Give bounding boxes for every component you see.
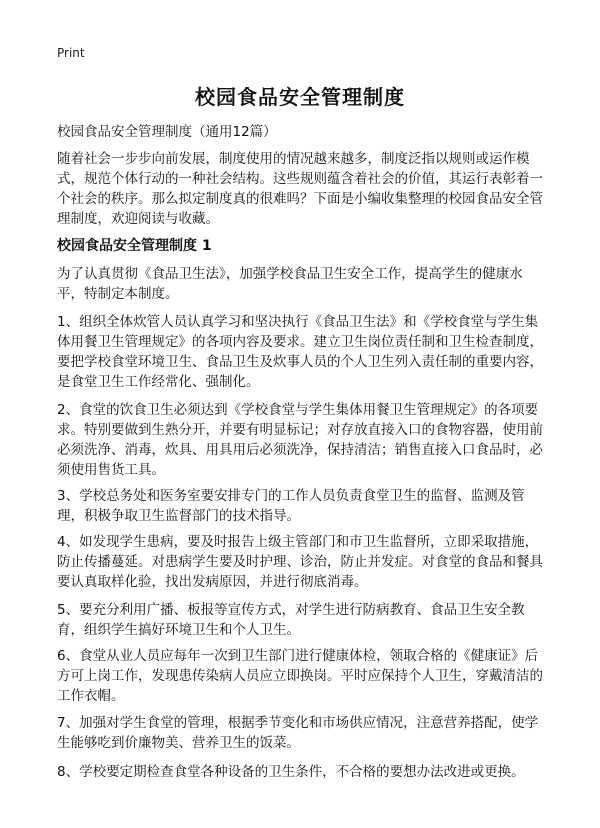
body-paragraph-intro: 为了认真贯彻《食品卫生法》，加强学校食品卫生安全工作，提高学生的健康水平，特制定本制度。: [57, 266, 523, 302]
body-paragraph-8: 8、学校要定期检查食堂各种设备的卫生条件，不合格的要想办法改进或更换。: [57, 764, 525, 780]
body-paragraph-3: 3、学校总务处和医务室要安排专门的工作人员负责食堂卫生的监督、监测及管理，积极争取卫生监督部门的技术指导。: [57, 488, 525, 524]
document-title: 校园食品安全管理制度: [195, 85, 405, 109]
body-paragraph-7: 7、加强对学生食堂的管理，根据季节变化和市场供应情况，注意营养搭配，使学生能够吃到价廉物美、营养卫生的饭菜。: [57, 715, 539, 751]
section-heading: 校园食品安全管理制度 1: [57, 238, 212, 254]
intro-paragraph: 随着社会一步步向前发展，制度使用的情况越来越多，制度泛指以规则或运作模式，规范个体行动的一种社会结构。这些规则蕴含着社会的价值，其运行表彰着一个社会的秩序。那么拟定制度真的很难吗？下面是小编收集整理的校园食品安全管理制度，欢迎阅读与收藏。: [57, 151, 543, 227]
body-paragraph-1: 1、组织全体炊管人员认真学习和坚决执行《食品卫生法》和《学校食堂与学生集体用餐卫生管理规定》的各项内容及要求。建立卫生岗位责任制和卫生检查制度，要把学校食堂环境卫生、食品卫生及炊事人员的个人卫生列入责任制的重要内容，是食堂卫生工作经常化、强制化。: [57, 314, 543, 390]
print-label[interactable]: Print: [57, 46, 85, 60]
body-paragraph-2: 2、食堂的饮食卫生必须达到《学校食堂与学生集体用餐卫生管理规定》的各项要求。特别要做到生熟分开，并要有明显标记；对存放直接入口的食物容器，使用前必须洗净、消毒，炊具、用具用后必须洗净，保持清洁；销售直接入口食品时，必须使用售货工具。: [57, 402, 543, 478]
body-paragraph-4: 4、如发现学生患病，要及时报告上级主管部门和市卫生监督所，立即采取措施，防止传播蔓延。对患病学生要及时护理、诊治，防止并发症。对食堂的食品和餐具要认真取样化验，找出发病原因，并进行彻底消毒。: [57, 534, 543, 590]
body-paragraph-6: 6、食堂从业人员应每年一次到卫生部门进行健康体检，领取合格的《健康证》后方可上岗工作，发现患传染病人员应立即换岗。平时应保持个人卫生，穿戴清洁的工作衣帽。: [57, 648, 543, 704]
body-paragraph-5: 5、要充分利用广播、板报等宣传方式，对学生进行防病教育、食品卫生安全教育，组织学生搞好环境卫生和个人卫生。: [57, 602, 525, 638]
document-subtitle: 校园食品安全管理制度（通用12篇）: [57, 124, 277, 140]
